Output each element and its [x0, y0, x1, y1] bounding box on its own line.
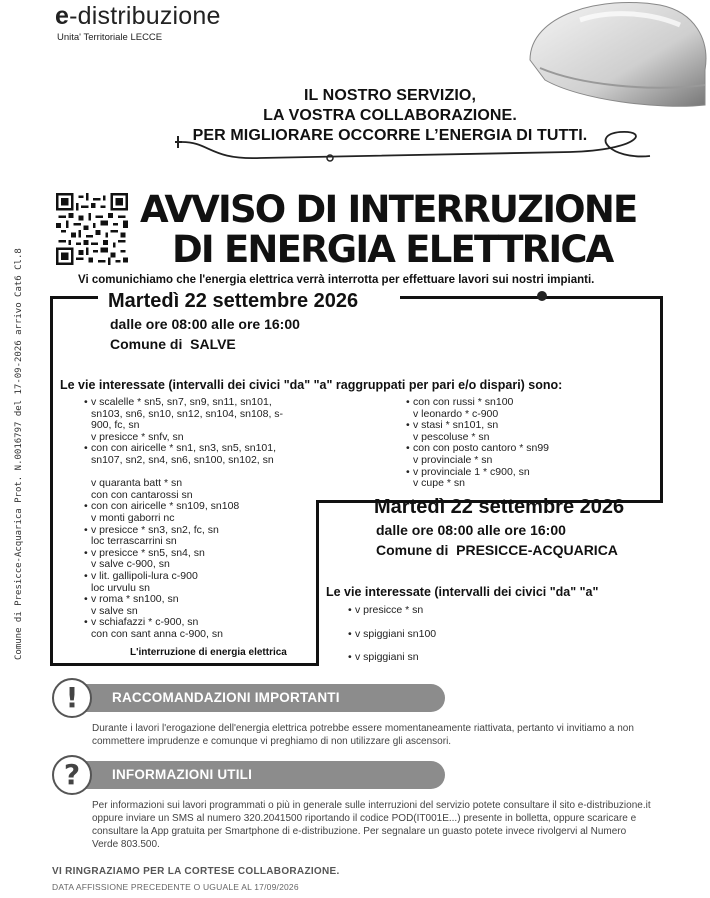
slogan-line-1: IL NOSTRO SERVIZIO,	[303, 87, 476, 104]
street-item: • v spiggiani sn100	[348, 628, 437, 640]
bullet-icon: •	[84, 569, 88, 582]
street-text: v provinciale 1 * c900, sn	[413, 465, 530, 478]
street-text: v schiafazzi * c-900, sn	[91, 616, 199, 629]
pin-icon	[537, 291, 547, 301]
recommendations-title: RACCOMANDAZIONI IMPORTANTI	[112, 690, 340, 705]
street-text: loc urvulu sn	[91, 581, 150, 594]
comune-name: PRESICCE-ACQUARICA	[456, 542, 618, 558]
bullet-icon: •	[406, 419, 410, 432]
bullet-icon: •	[84, 546, 88, 559]
question-icon: ?	[52, 755, 92, 795]
notice-comune	[110, 336, 236, 352]
protocol-stamp-text: Comune di Presicce-Acquarica Prot. N.0016797 del 17-09-2026 arrivo Cat6 Cl.8	[14, 248, 24, 660]
slogan-line-3: PER MIGLIORARE OCCORRE L’ENERGIA DI TUTTI.	[192, 127, 588, 144]
street-text: v stasi * sn101, sn	[413, 419, 499, 432]
street-item	[84, 455, 314, 467]
logo-prefix: e	[55, 2, 70, 30]
notice-title	[140, 190, 636, 270]
notice-hours: dalle ore 08:00 alle ore 16:00	[110, 316, 300, 332]
streets-list-left	[84, 397, 314, 640]
notice-date: Martedì 22 settembre 2026	[374, 496, 625, 518]
street-text: v scalelle * sn5, sn7, sn9, sn11, sn101,	[91, 396, 272, 408]
comune-label: Comune di	[110, 336, 183, 352]
street-text: v presicce * snfv, sn	[91, 430, 184, 443]
bullet-icon: •	[406, 465, 410, 478]
streets-heading: Le vie interessate (intervalli dei civici "da" "a" raggruppati per pari e/o dispari) sono:	[60, 378, 563, 392]
street-text: 900, fc, sn	[91, 419, 140, 432]
bullet-icon: •	[84, 500, 88, 513]
box-border-top-right	[400, 296, 663, 299]
street-text: v presicce * sn3, sn2, fc, sn	[91, 523, 219, 536]
company-logo	[55, 2, 221, 31]
street-text: v cupe * sn	[413, 477, 465, 490]
protocol-stamp	[2, 190, 26, 660]
intro-text: Vi comunichiamo che l'energia elettrica verrà interrotta per effettuare lavori sui nostri impianti.	[78, 274, 595, 286]
bullet-icon: •	[84, 523, 88, 536]
street-text: sn107, sn2, sn4, sn6, sn100, sn102, sn	[91, 453, 274, 466]
bullet-icon: •	[406, 442, 410, 455]
territorial-unit: Unita' Territoriale LECCE	[57, 32, 163, 43]
bullet-icon: •	[84, 396, 88, 408]
notice-hours: dalle ore 08:00 alle ore 16:00	[376, 522, 566, 538]
street-text: v monti gaborri nc	[91, 511, 175, 524]
street-text: sn103, sn6, sn10, sn12, sn104, sn108, s-	[91, 407, 284, 420]
box-border-top-left	[50, 296, 98, 299]
bullet-icon: •	[84, 593, 88, 606]
comune-label: Comune di	[376, 542, 449, 558]
streets-heading: Le vie interessate (intervalli dei civici "da" "a"	[326, 585, 599, 599]
street-text: con con airicelle * sn1, sn3, sn5, sn101,	[91, 442, 277, 455]
notice-title-line-2: DI ENERGIA ELETTRICA	[172, 228, 613, 271]
bullet-icon: •	[84, 442, 88, 455]
street-item: • v presicce * sn	[348, 604, 424, 616]
street-text: con con russi * sn100	[413, 396, 514, 408]
street-text: v presicce * sn5, sn4, sn	[91, 546, 205, 559]
street-text: v quaranta batt * sn	[91, 477, 183, 490]
streets-list-right	[406, 397, 626, 490]
posting-date-note: DATA AFFISSIONE PRECEDENTE O UGUALE AL 17/09/2026	[52, 882, 299, 892]
logo-text: -distribuzione	[69, 2, 221, 30]
street-text: v provinciale * sn	[413, 453, 493, 466]
street-text: v roma * sn100, sn	[91, 593, 179, 606]
warning-icon: !	[52, 678, 92, 718]
bullet-icon: •	[406, 396, 410, 408]
street-text: con con sant anna c-900, sn	[91, 627, 223, 640]
street-text: con con posto cantoro * sn99	[413, 442, 550, 455]
notice-date: Martedì 22 settembre 2026	[108, 290, 359, 312]
notice-comune	[376, 542, 618, 558]
notice-footer-text: L'interruzione di energia elettrica	[130, 647, 287, 658]
street-text: v salve c-900, sn	[91, 558, 170, 571]
street-text: con con cantarossi sn	[91, 488, 193, 501]
street-text: v pescoluse * sn	[413, 430, 490, 443]
street-item	[406, 478, 626, 490]
recommendations-banner	[60, 684, 445, 712]
street-text: loc terrascarrini sn	[91, 535, 177, 548]
thanks-text: VI RINGRAZIAMO PER LA CORTESE COLLABORAZIONE.	[52, 866, 340, 877]
street-item	[84, 629, 314, 641]
info-text: Per informazioni sui lavori programmati o più in generale sulle interruzioni del servizio potete consultare il sito e-distribuzione.it oppure inviare un SMS al numero 320.2041500 riportando il codice POD(IT001E...) presente in bolletta, oppure scaricare e consultare la App gratuita per Smartphone di e-distribuzione. Per segnalare un guasto potete invece rivolgervi al Numero Verde 803.500.	[92, 800, 651, 850]
street-text: v lit. gallipoli-lura c-900	[91, 569, 198, 582]
street-text: v salve sn	[91, 604, 138, 617]
street-text: v leonardo * c-900	[413, 407, 499, 420]
recommendations-text: Durante i lavori l'erogazione dell'energia elettrica potrebbe essere momentaneamente riattivata, pertanto vi invitiamo a non commettere imprudenze e comunque vi preghiamo di non utilizzare gli ascensori.	[92, 723, 634, 747]
comune-name: SALVE	[190, 336, 236, 352]
qr-code	[56, 193, 128, 265]
info-banner	[60, 761, 445, 789]
notice-title-line-1: AVVISO DI INTERRUZIONE	[140, 188, 637, 231]
street-item: • v spiggiani sn	[348, 651, 419, 663]
plug-cable-decoration	[170, 130, 660, 170]
info-title: INFORMAZIONI UTILI	[112, 767, 253, 782]
slogan-line-2: LA VOSTRA COLLABORAZIONE.	[263, 107, 517, 124]
bullet-icon: •	[84, 616, 88, 629]
street-text: con con airicelle * sn109, sn108	[91, 500, 240, 513]
